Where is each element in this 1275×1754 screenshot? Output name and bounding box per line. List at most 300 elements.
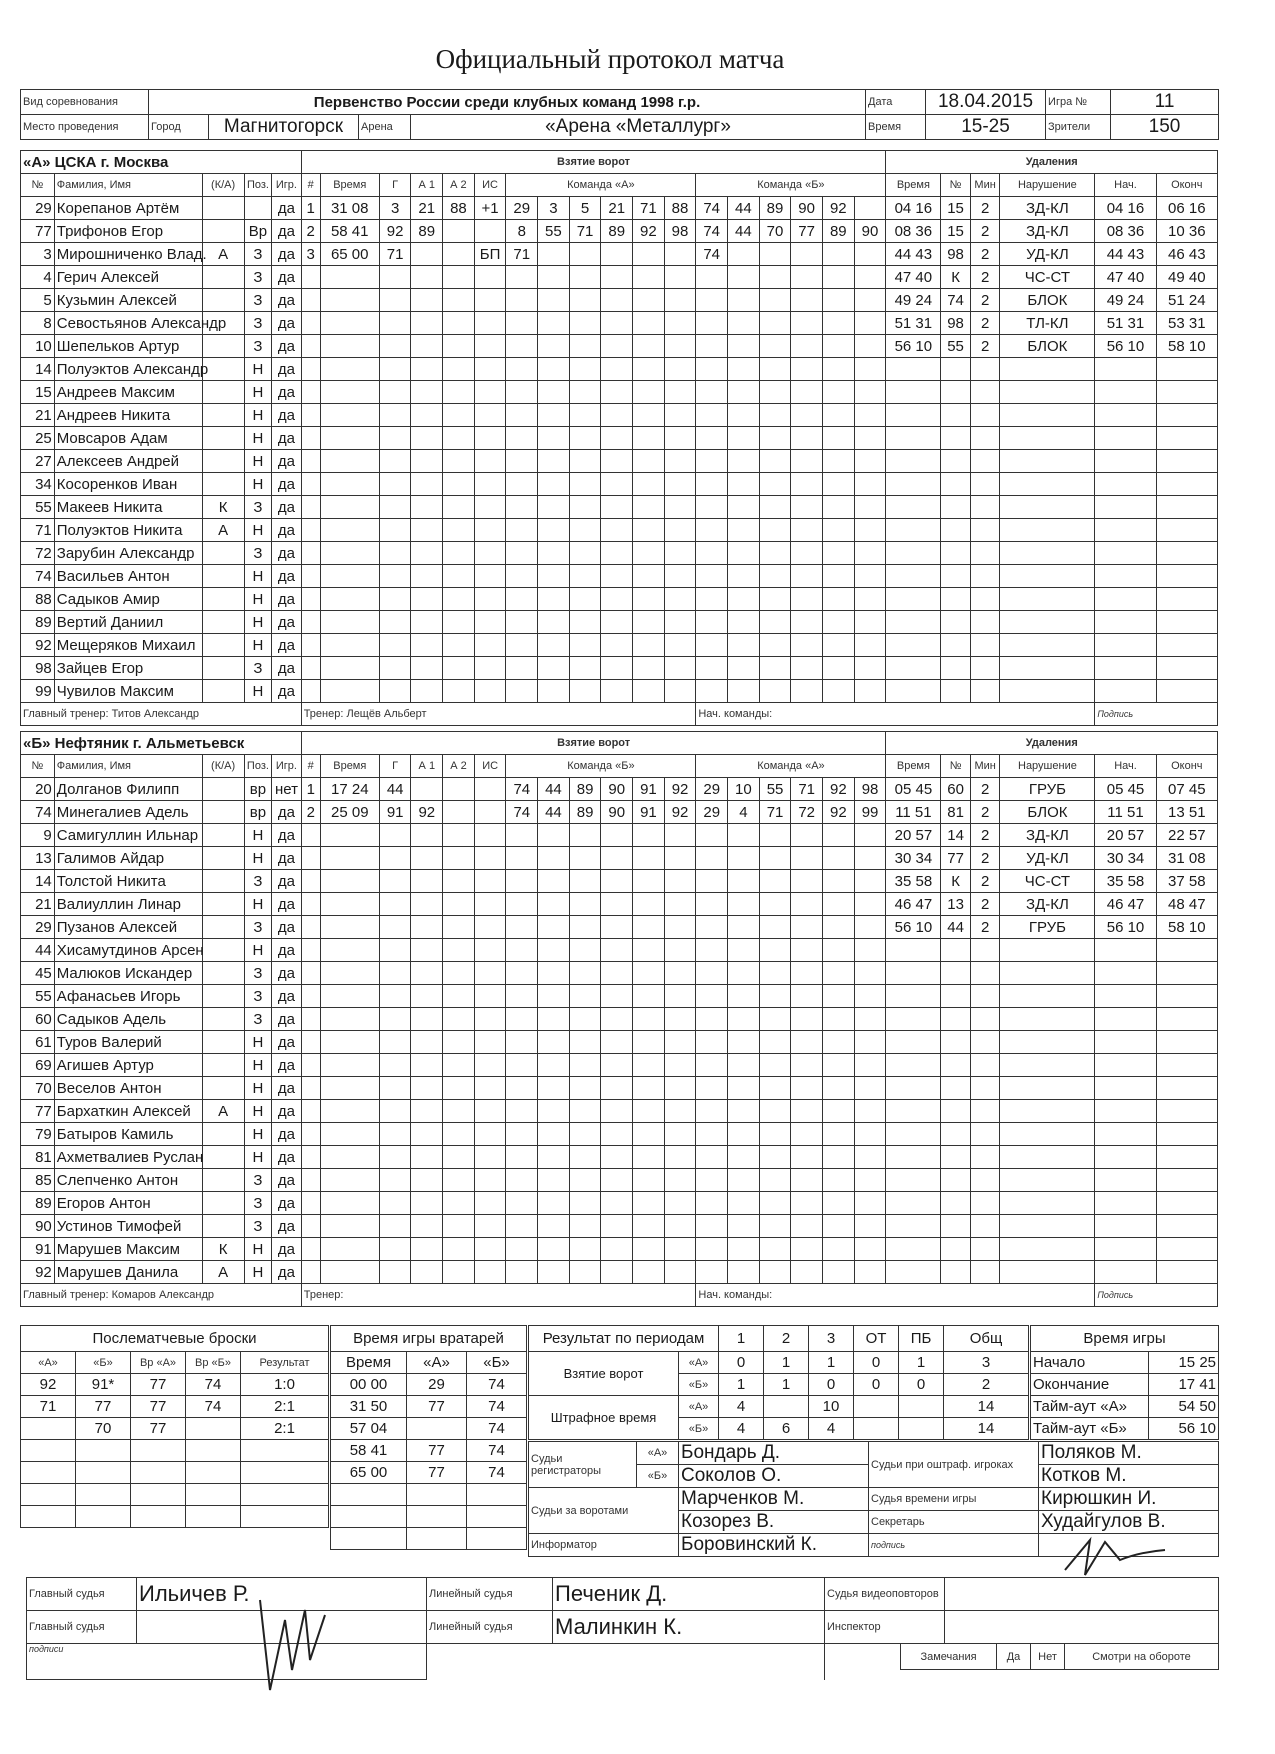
penalty-minutes: 2	[970, 778, 1000, 801]
penalty-time	[886, 358, 941, 381]
goal-assist-1	[411, 893, 443, 916]
penalty-minutes: 2	[970, 266, 1000, 289]
player-number: 21	[21, 404, 55, 427]
goal-assist-2	[443, 611, 475, 634]
penalty-player	[941, 473, 971, 496]
player-number: 15	[21, 381, 55, 404]
player-row	[21, 220, 1218, 243]
registrars-label: Судьи регистраторы	[529, 1442, 637, 1488]
goal-opp-player	[759, 519, 791, 542]
goal-opp-player	[791, 519, 823, 542]
goal-strength	[474, 870, 506, 893]
goal-opp-player	[791, 404, 823, 427]
goal-own-player	[538, 962, 570, 985]
goal-strength	[474, 473, 506, 496]
goal-number	[301, 1169, 320, 1192]
player-captain	[202, 916, 244, 939]
penalty-player: 98	[941, 243, 971, 266]
player-number: 55	[21, 985, 55, 1008]
shootout-cell	[186, 1484, 241, 1506]
shootout-cell: 77	[131, 1418, 186, 1440]
goal-opp-player	[791, 962, 823, 985]
player-number: 20	[21, 778, 55, 801]
shootout-table	[20, 1325, 329, 1528]
col-num: №	[21, 755, 55, 778]
player-row	[21, 1261, 1218, 1284]
goal-time	[320, 1261, 379, 1284]
goal-strength	[474, 404, 506, 427]
goal-own-player	[569, 962, 601, 985]
player-played: да	[272, 220, 302, 243]
penalty-minutes: 2	[970, 289, 1000, 312]
goal-judges-label: Судьи за воротами	[529, 1488, 679, 1534]
goals-a: 0	[854, 1352, 899, 1374]
player-row	[21, 427, 1218, 450]
goal-scorer	[379, 611, 411, 634]
player-name: Марушев Данила	[54, 1261, 202, 1284]
goal-own-player: 74	[506, 801, 538, 824]
player-name: Мовсаров Адам	[54, 427, 202, 450]
goal-opp-player	[791, 266, 823, 289]
coach-label: Тренер:	[303, 1289, 344, 1301]
goal-scorer: 91	[379, 801, 411, 824]
penalty-start	[1095, 1215, 1156, 1238]
informer: Боровинский К.	[679, 1534, 869, 1557]
player-played: да	[272, 1054, 302, 1077]
penalty-time: 49 24	[886, 289, 941, 312]
goal-own-player	[601, 824, 633, 847]
player-row	[21, 496, 1218, 519]
player-number: 88	[21, 588, 55, 611]
player-position: Н	[244, 824, 271, 847]
penalty-start: 08 36	[1095, 220, 1156, 243]
goal-own-player	[506, 824, 538, 847]
penalty-end	[1156, 588, 1217, 611]
goal-opp-player	[854, 657, 886, 680]
goal-strength	[474, 1077, 506, 1100]
penalty-start: 30 34	[1095, 847, 1156, 870]
goal-opp-player: 92	[823, 801, 855, 824]
goal-own-player	[601, 496, 633, 519]
player-row	[21, 1146, 1218, 1169]
player-name: Марушев Максим	[54, 1238, 202, 1261]
penalty-end	[1156, 985, 1217, 1008]
remarks-see-back: Смотри на обороте	[1065, 1644, 1219, 1670]
goal-number: 3	[301, 243, 320, 266]
goal-opp-player	[823, 1100, 855, 1123]
head-coach-label: Главный тренер:	[23, 1289, 109, 1301]
penalty-minutes	[970, 1238, 1000, 1261]
player-name: Веселов Антон	[54, 1077, 202, 1100]
player-name: Хисамутдинов Арсен	[54, 939, 202, 962]
col-a2: А 2	[443, 755, 475, 778]
player-row	[21, 1008, 1218, 1031]
goal-own-player	[664, 496, 696, 519]
goal-own-player	[633, 588, 665, 611]
goal-own-player	[569, 824, 601, 847]
goal-own-player	[601, 1192, 633, 1215]
goal-scorer	[379, 1238, 411, 1261]
pim-b: 4	[809, 1418, 854, 1440]
penalty-minutes	[970, 1169, 1000, 1192]
shootout-row	[21, 1440, 329, 1462]
goal-strength	[474, 962, 506, 985]
goal-opp-player	[822, 312, 854, 335]
goal-own-player	[538, 243, 570, 266]
player-number: 77	[21, 220, 55, 243]
period-header: 3	[809, 1326, 854, 1352]
goal-number: 2	[301, 801, 320, 824]
goal-opp-player	[791, 985, 823, 1008]
goal-own-player	[569, 657, 601, 680]
penalty-end: 37 58	[1156, 870, 1217, 893]
goal-opp-player	[759, 496, 791, 519]
goal-own-player	[633, 1261, 665, 1284]
player-captain	[202, 939, 244, 962]
goalie-time-header: Время	[331, 1352, 407, 1374]
goal-opp-player	[728, 1238, 760, 1261]
player-number: 27	[21, 450, 55, 473]
player-position: Н	[244, 1031, 271, 1054]
goal-time	[320, 519, 379, 542]
player-number: 74	[21, 801, 55, 824]
goal-opp-player	[696, 1169, 728, 1192]
col-goal-time: Время	[320, 174, 379, 197]
goal-own-player	[664, 611, 696, 634]
penalty-start	[1095, 565, 1156, 588]
goal-time	[320, 1031, 379, 1054]
penalty-player	[941, 1100, 971, 1123]
player-name: Шепельков Артур	[54, 335, 202, 358]
player-number: 92	[21, 634, 55, 657]
player-played: да	[272, 542, 302, 565]
goal-scorer	[379, 939, 411, 962]
goal-opp-player	[854, 473, 886, 496]
player-number: 60	[21, 1008, 55, 1031]
goal-assist-2	[443, 939, 475, 962]
goal-opp-player	[759, 1238, 791, 1261]
video-ref-label: Судья видеоповторов	[825, 1578, 945, 1611]
penalty-minutes	[970, 1123, 1000, 1146]
goal-opp-player	[759, 1169, 791, 1192]
shootout-cell	[21, 1484, 76, 1506]
penalty-start: 05 45	[1095, 778, 1156, 801]
penalty-minutes	[970, 985, 1000, 1008]
pim-label: Штрафное время	[529, 1396, 679, 1440]
goal-own-player	[506, 634, 538, 657]
goal-strength	[474, 611, 506, 634]
goal-own-player	[633, 1054, 665, 1077]
goal-scorer	[379, 1077, 411, 1100]
goals-a: 3	[944, 1352, 1029, 1374]
penalty-violation: ГРУБ	[1000, 916, 1095, 939]
game-time-row	[1031, 1352, 1219, 1374]
goal-own-player	[664, 289, 696, 312]
col-play: Игр.	[272, 174, 302, 197]
penalty-player	[941, 427, 971, 450]
game-time-label: Начало	[1031, 1352, 1149, 1374]
penalty-player	[941, 1054, 971, 1077]
goal-opp-player	[696, 680, 728, 703]
player-name: Мирошниченко Влад.	[54, 243, 202, 266]
goal-own-player	[633, 680, 665, 703]
goal-own-player	[664, 519, 696, 542]
goal-time	[320, 312, 379, 335]
goal-opp-player	[791, 916, 823, 939]
comp-value: Первенство России среди клубных команд 1998 г.р.	[149, 90, 866, 115]
reg-a-label: «А»	[637, 1442, 679, 1465]
col-ka: (К/А)	[202, 755, 244, 778]
penalty-time	[886, 404, 941, 427]
goal-scorer	[379, 824, 411, 847]
player-row	[21, 450, 1218, 473]
penalty-start	[1095, 450, 1156, 473]
goal-assist-1	[411, 847, 443, 870]
penalty-time: 35 58	[886, 870, 941, 893]
goal-opp-player	[854, 824, 886, 847]
team-b-label: «Б»	[679, 1374, 719, 1396]
goal-opp-player	[759, 588, 791, 611]
goal-opp-player	[823, 1192, 855, 1215]
goal-own-player	[506, 542, 538, 565]
goal-opp-player	[791, 1031, 823, 1054]
player-row	[21, 381, 1218, 404]
goal-number: 1	[301, 197, 320, 220]
goal-own-player	[569, 1215, 601, 1238]
player-captain	[202, 680, 244, 703]
goal-assist-1	[411, 473, 443, 496]
penalty-start: 51 31	[1095, 312, 1156, 335]
player-name: Алексеев Андрей	[54, 450, 202, 473]
goal-opp-player	[759, 657, 791, 680]
penalty-start: 35 58	[1095, 870, 1156, 893]
player-row	[21, 985, 1218, 1008]
penalty-minutes	[970, 542, 1000, 565]
penalty-violation	[1000, 565, 1095, 588]
goal-opp-player	[854, 266, 886, 289]
goal-time: 65 00	[320, 243, 379, 266]
goal-assist-1	[411, 289, 443, 312]
secretary-label: Секретарь	[869, 1511, 1039, 1534]
goal-own-player	[633, 473, 665, 496]
goal-opp-player	[854, 939, 886, 962]
player-row	[21, 404, 1218, 427]
date-label: Дата	[866, 90, 926, 115]
goal-opp-player	[728, 404, 760, 427]
goal-own-player	[538, 1054, 570, 1077]
remarks-yes[interactable]: Да	[997, 1644, 1031, 1670]
goal-own-player	[538, 824, 570, 847]
goal-own-player	[569, 916, 601, 939]
goal-own-player	[506, 473, 538, 496]
goal-own-player	[506, 1100, 538, 1123]
goal-own-player	[506, 1238, 538, 1261]
goal-own-player	[506, 381, 538, 404]
goal-opp-player: 90	[854, 220, 886, 243]
goal-own-player: 55	[538, 220, 570, 243]
shootout-cell: 74	[186, 1396, 241, 1418]
shootout-cell	[131, 1462, 186, 1484]
goal-assist-2	[443, 1146, 475, 1169]
goal-own-player	[569, 266, 601, 289]
goal-own-player	[633, 1031, 665, 1054]
player-captain	[202, 824, 244, 847]
player-position: З	[244, 962, 271, 985]
goal-time	[320, 893, 379, 916]
shootout-cell	[21, 1506, 76, 1528]
player-name: Трифонов Егор	[54, 220, 202, 243]
col-pen-time: Время	[886, 755, 941, 778]
coach-label: Тренер:	[303, 708, 344, 720]
team-title: «А» ЦСКА г. Москва	[21, 151, 302, 174]
penalty-end	[1156, 611, 1217, 634]
player-row	[21, 1031, 1218, 1054]
player-number: 29	[21, 916, 55, 939]
goal-assist-1: 21	[411, 197, 443, 220]
goal-opp-player	[854, 1169, 886, 1192]
goal-opp-player	[823, 1054, 855, 1077]
goal-opp-player	[728, 335, 760, 358]
goal-own-player	[633, 1192, 665, 1215]
penalty-minutes	[970, 962, 1000, 985]
player-played: да	[272, 565, 302, 588]
goal-opp-player	[728, 1031, 760, 1054]
goal-own-player: 92	[633, 220, 665, 243]
goal-opp-player	[822, 565, 854, 588]
shootout-header: Результат	[241, 1352, 329, 1374]
goal-assist-2	[443, 496, 475, 519]
goal-opp-player	[854, 1192, 886, 1215]
goal-own-player: 98	[664, 220, 696, 243]
goal-own-player	[664, 427, 696, 450]
goal-scorer	[379, 335, 411, 358]
penalty-time	[886, 634, 941, 657]
goal-scorer	[379, 680, 411, 703]
player-captain: А	[202, 243, 244, 266]
pim-b: 14	[944, 1418, 1029, 1440]
penalty-violation: БЛОК	[1000, 801, 1095, 824]
remarks-no[interactable]: Нет	[1031, 1644, 1065, 1670]
goal-number	[301, 588, 320, 611]
goal-opp-player	[791, 473, 823, 496]
player-played: да	[272, 1008, 302, 1031]
goal-assist-2	[443, 220, 475, 243]
goal-opp-player	[791, 565, 823, 588]
shootout-cell	[186, 1462, 241, 1484]
goal-own-player: 29	[506, 197, 538, 220]
penalty-violation: ТЛ-КЛ	[1000, 312, 1095, 335]
shootout-header: «А»	[21, 1352, 76, 1374]
goal-opp-player	[823, 985, 855, 1008]
penalty-player	[941, 519, 971, 542]
shootout-cell: 91*	[76, 1374, 131, 1396]
goal-own-player	[664, 381, 696, 404]
player-number: 72	[21, 542, 55, 565]
goal-own-player	[538, 588, 570, 611]
penalty-end	[1156, 939, 1217, 962]
team-a-sheet	[20, 150, 1218, 726]
goal-own-player	[633, 939, 665, 962]
goal-opp-player	[759, 611, 791, 634]
goal-opp-player	[823, 916, 855, 939]
goal-own-player	[569, 1146, 601, 1169]
penalty-end	[1156, 657, 1217, 680]
goal-scorer	[379, 1261, 411, 1284]
penalty-time: 30 34	[886, 847, 941, 870]
goal-opp-player	[822, 427, 854, 450]
goal-opp-player	[728, 1008, 760, 1031]
goal-own-player	[601, 243, 633, 266]
penalty-start	[1095, 519, 1156, 542]
goal-own-player	[569, 358, 601, 381]
goal-own-player	[506, 1031, 538, 1054]
player-played: да	[272, 1192, 302, 1215]
player-captain: К	[202, 496, 244, 519]
penalty-violation	[1000, 962, 1095, 985]
goal-own-player	[601, 1215, 633, 1238]
head-coach: Титов Александр	[111, 708, 199, 720]
goal-opp-player	[696, 427, 728, 450]
goal-own-player	[633, 450, 665, 473]
head-coach: Комаров Александр	[111, 1289, 214, 1301]
goal-assist-1	[411, 680, 443, 703]
goal-own-player	[569, 427, 601, 450]
player-position: Н	[244, 1238, 271, 1261]
goal-opp-player	[696, 611, 728, 634]
player-captain: А	[202, 1100, 244, 1123]
col-num: №	[21, 174, 55, 197]
penalty-player: К	[941, 266, 971, 289]
goal-own-player	[569, 939, 601, 962]
goal-own-player	[664, 588, 696, 611]
goal-own-player	[633, 1077, 665, 1100]
goal-opp-player	[759, 266, 791, 289]
penalty-end	[1156, 1008, 1217, 1031]
player-name: Вертий Даниил	[54, 611, 202, 634]
penalty-violation	[1000, 1192, 1095, 1215]
player-row	[21, 778, 1218, 801]
goal-number	[301, 1192, 320, 1215]
goal-opp-player	[822, 404, 854, 427]
player-name: Самигуллин Ильнар	[54, 824, 202, 847]
penalty-violation	[1000, 1008, 1095, 1031]
goal-opp-player	[791, 1261, 823, 1284]
goal-own-player	[601, 1054, 633, 1077]
player-captain	[202, 588, 244, 611]
goalie-time-cell	[467, 1528, 527, 1550]
goal-opp-player	[696, 1261, 728, 1284]
penalty-end	[1156, 404, 1217, 427]
penalty-end	[1156, 565, 1217, 588]
player-played: да	[272, 657, 302, 680]
goalie-time-cell	[467, 1506, 527, 1528]
goal-opp-player	[854, 1077, 886, 1100]
penalty-end: 49 40	[1156, 266, 1217, 289]
goal-number	[301, 1077, 320, 1100]
goalie-time-row	[331, 1396, 527, 1418]
goalie-time-cell	[407, 1418, 467, 1440]
goal-own-player	[633, 962, 665, 985]
penalty-violation	[1000, 404, 1095, 427]
goalie-time-cell: 74	[467, 1440, 527, 1462]
goal-own-player	[538, 427, 570, 450]
goal-opp-player: 70	[759, 220, 791, 243]
goal-time	[320, 266, 379, 289]
player-row	[21, 1238, 1218, 1261]
goal-opp-player	[759, 939, 791, 962]
penalty-end	[1156, 1123, 1217, 1146]
goal-opp-player: 71	[759, 801, 791, 824]
